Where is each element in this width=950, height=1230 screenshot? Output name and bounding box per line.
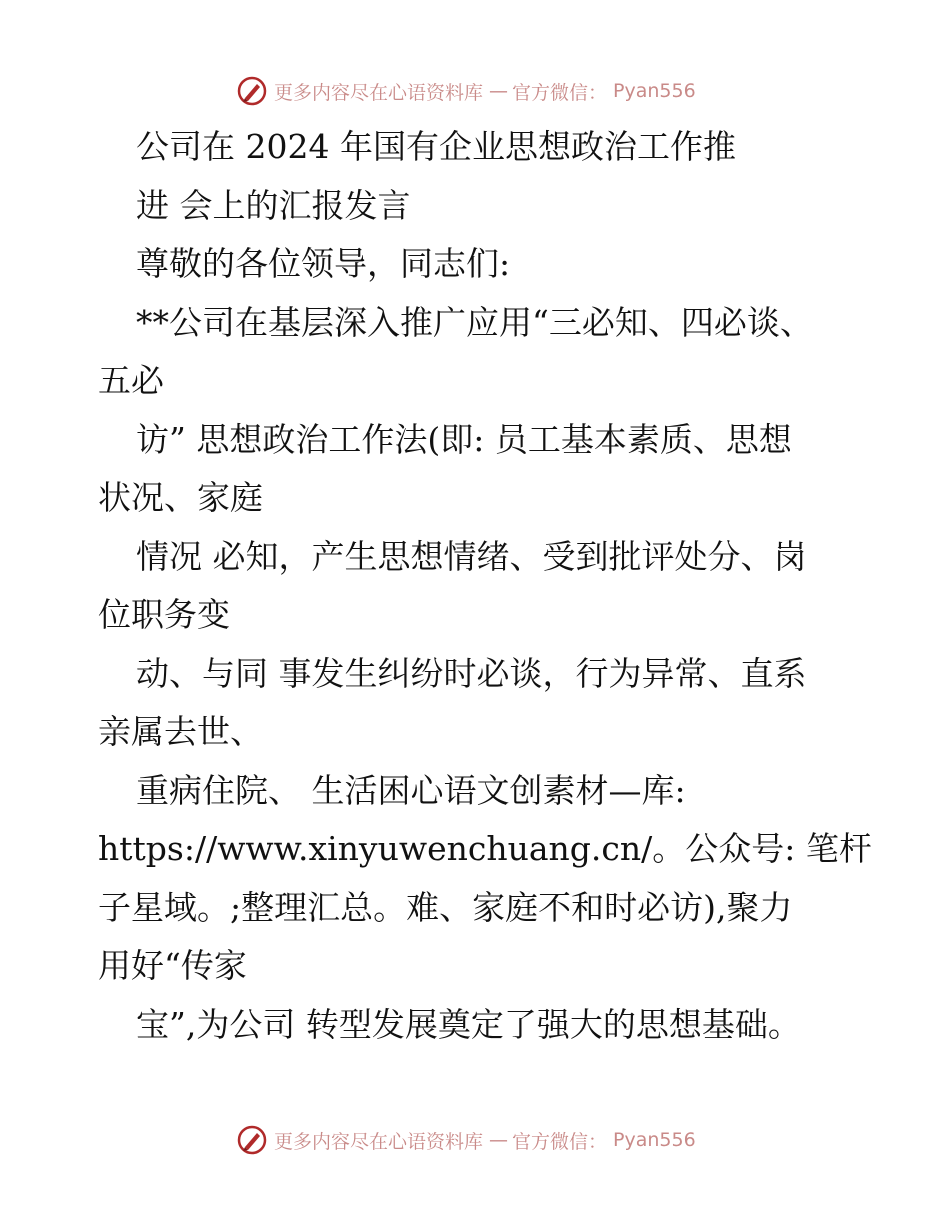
watermark-wechat-id: Pyan556 [613,80,696,102]
body-line: 动、与同 事发生纠纷时必谈，行为异常、直系 [136,653,807,693]
watermark-separator: — [489,80,507,102]
watermark-separator: — [489,1129,507,1151]
body-line: 宝”,为公司 转型发展奠定了强大的思想基础。 [136,1004,801,1044]
body-line: 子星域。;整理汇总。难、家庭不和时必访),聚力 [98,887,793,927]
title-line-1: 公司在 2024 年国有企业思想政治工作推 [136,127,736,166]
body-line: 访” 思想政治工作法(即: 员工基本素质、思想 [136,419,792,459]
body-line: 用好“传家 [98,946,247,985]
header-watermark [236,73,836,109]
watermark-main-text: 更多内容尽在心语资料库 [274,81,484,104]
body-line-url: https://www.xinyuwenchuang.cn/。公众号: 笔杆 [98,829,872,868]
body-line: **公司在基层深入推广应用“三必知、四必谈、 [136,302,813,342]
body-line: 状况、家庭 [98,478,263,517]
title-line-2: 进 会上的汇报发言 [136,185,411,225]
watermark-main-text: 更多内容尽在心语资料库 [274,1130,484,1153]
salutation-line: 尊敬的各位领导，同志们: [136,244,511,283]
body-line: 情况 必知，产生思想情绪、受到批评处分、岗 [136,536,807,576]
watermark-suffix-text: 官方微信： [512,81,608,104]
body-line: 五必 [98,361,164,400]
watermark-wechat-id: Pyan556 [613,1129,696,1151]
footer-watermark [236,1122,836,1158]
watermark-suffix-text: 官方微信： [512,1130,608,1153]
pen-logo-icon [236,75,268,107]
body-line: 重病住院、 生活困心语文创素材—库: [136,770,686,810]
pen-logo-icon [236,1124,268,1156]
body-line: 亲属去世、 [98,712,263,751]
body-line: 位职务变 [98,595,230,634]
document-body [98,118,872,1054]
